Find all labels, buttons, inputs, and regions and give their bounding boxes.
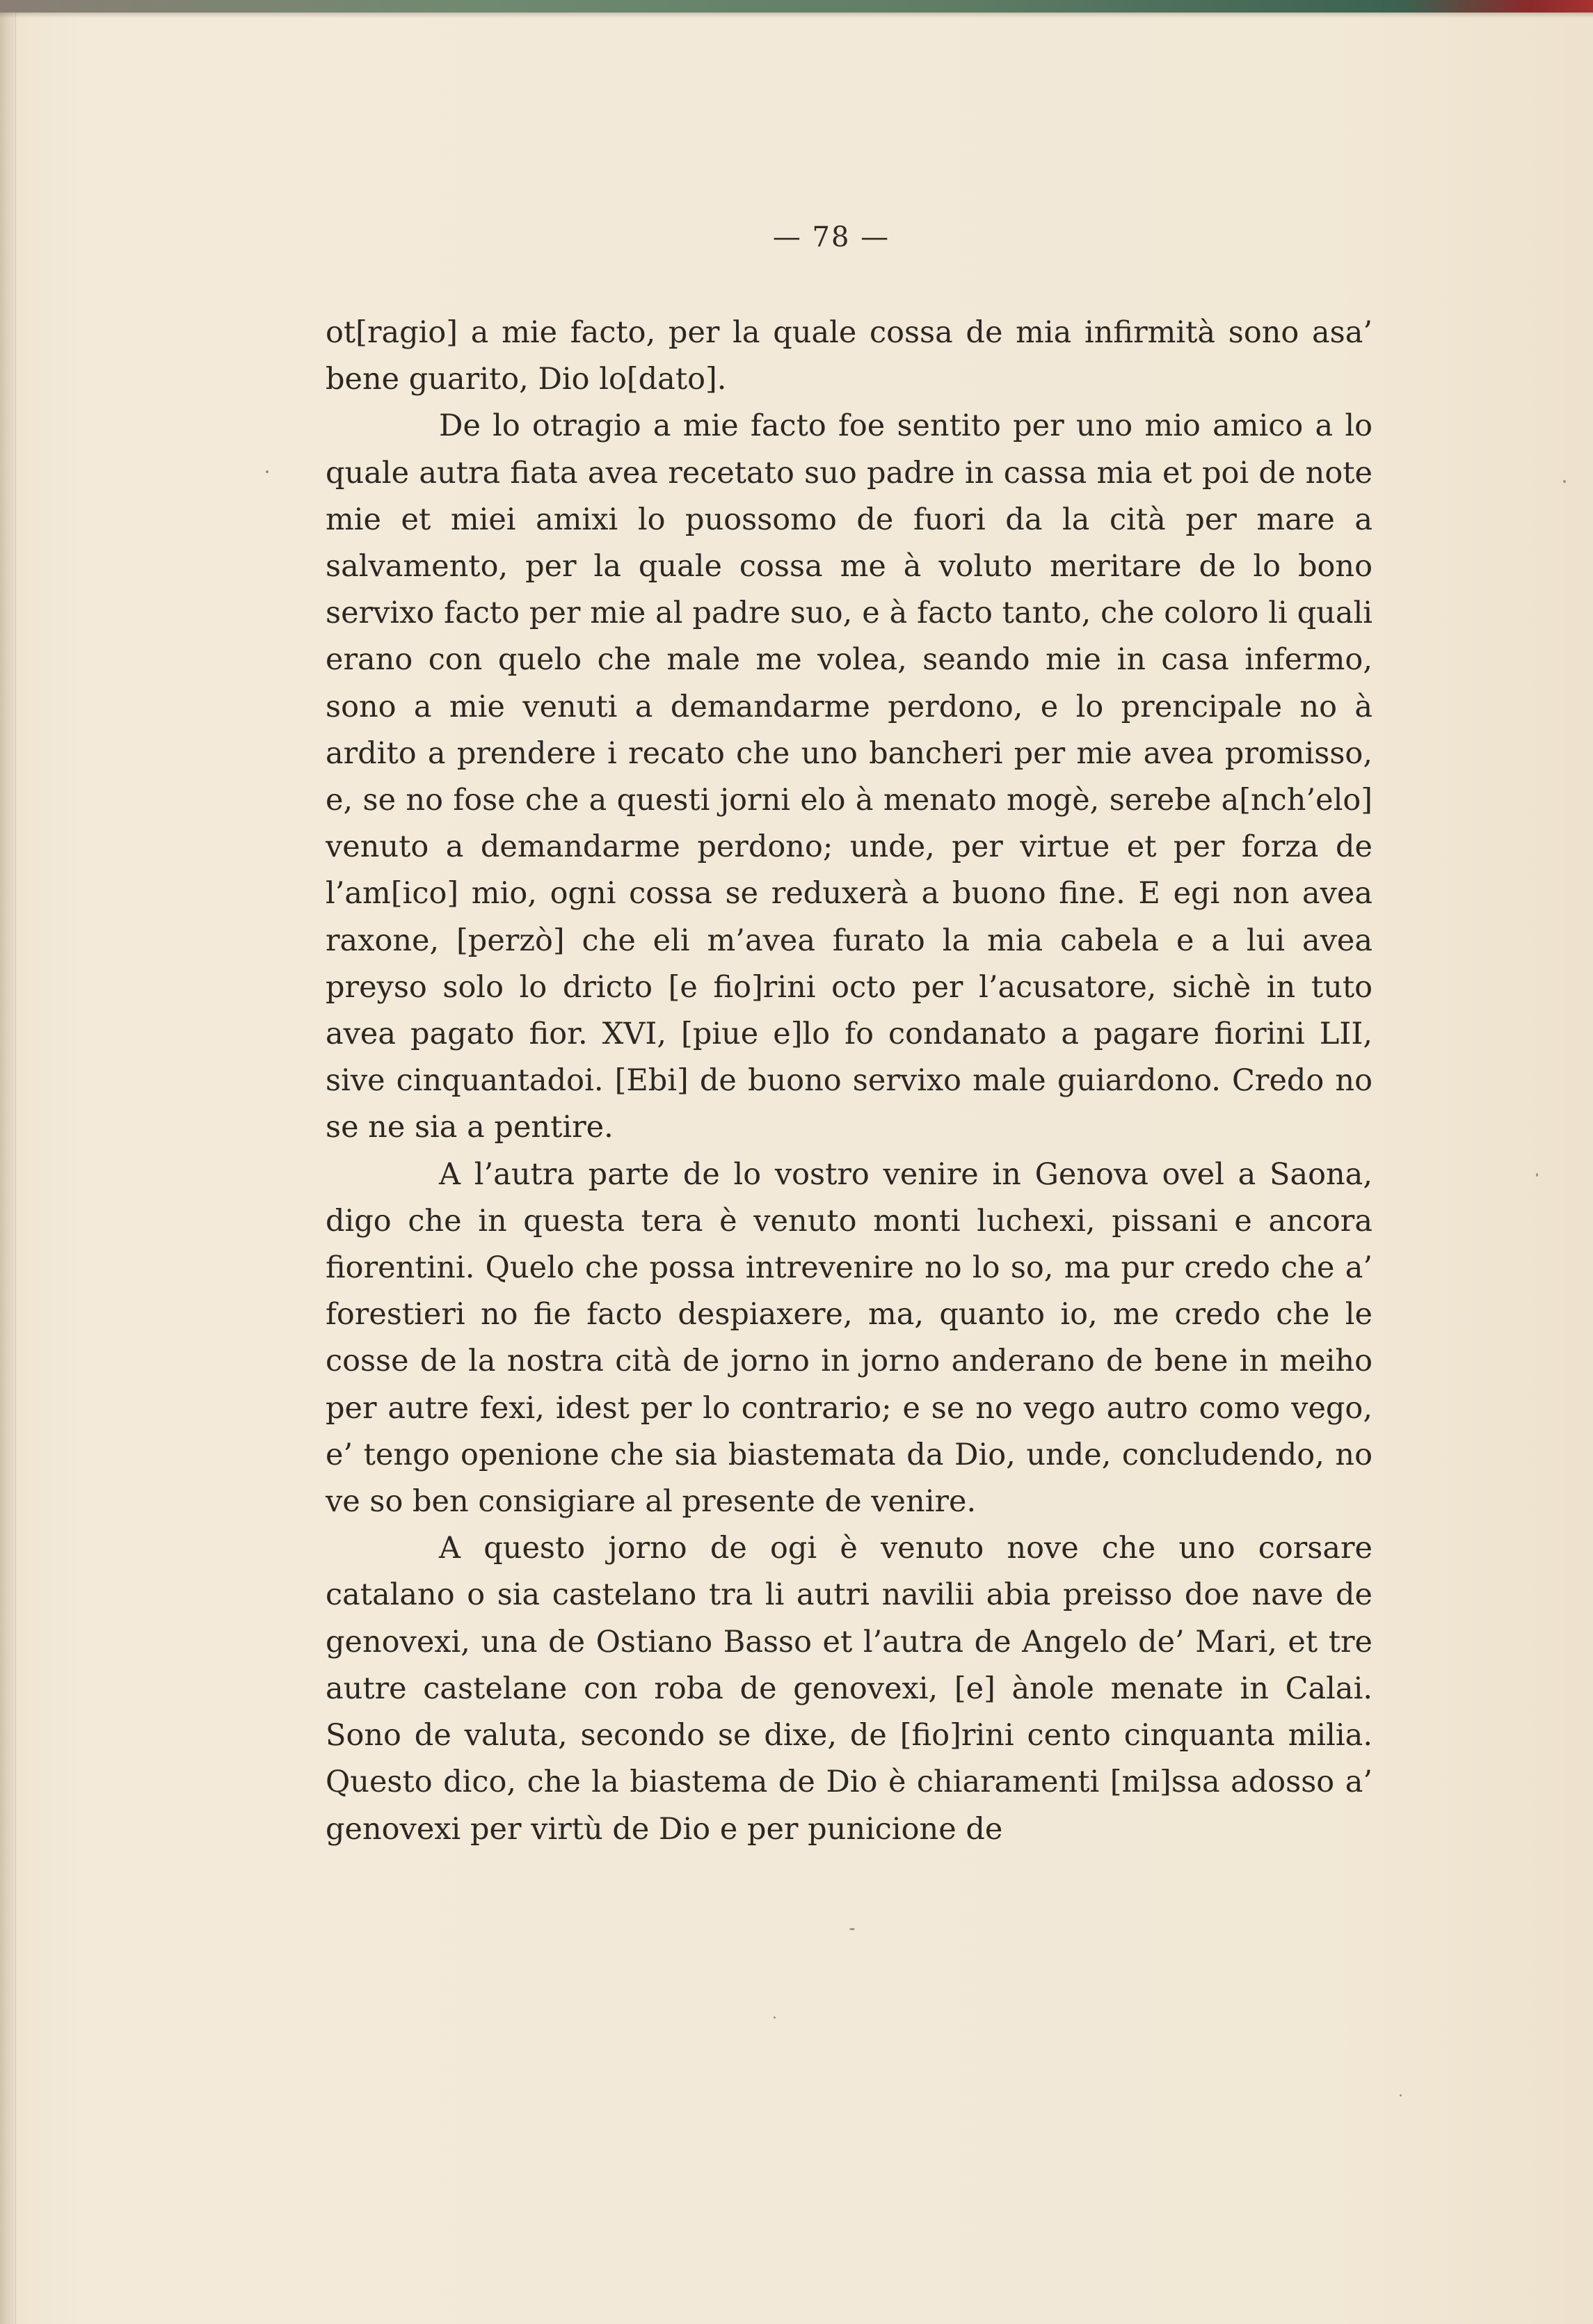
top-cover-edge [0, 0, 1593, 13]
page-binding-edge [0, 0, 16, 2324]
paper-speck [1400, 2094, 1402, 2096]
paragraph-1: ot[ragio] a mie facto, per la quale cossa de mia infirmità sono asa’ bene guarito, Dio lo[dato]. [326, 315, 1372, 397]
paper-speck [1536, 1173, 1538, 1177]
paragraph-3: A l’autra parte de lo vostro venire in Genova ovel a Saona, digo che in questa tera è venuto monti luchexi, pissani e ancora fiorentini. Quelo che possa intrevenire no lo so, ma pur credo che a’ forestieri no fie facto despiaxere, ma, quanto io, me credo che le cosse de la nostra cità de jorno in jorno anderano de bene in meiho per autre fexi, idest per lo contrario; e se no vego autro como vego, e’ tengo openione che sia biastemata da Dio, unde, concludendo, no ve so ben consigiare al presente de venire. [326, 1156, 1372, 1520]
paper-speck [849, 1928, 855, 1930]
paper-speck [1563, 480, 1566, 483]
paper-speck [266, 470, 269, 473]
top-edge-shadow [0, 13, 1593, 18]
body-text [326, 310, 1372, 1853]
page-number: — 78 — [772, 221, 890, 253]
paragraph-4: A questo jorno de ogi è venuto nove che uno corsare catalano o sia castelano tra li autri navilii abia preisso doe nave de genovexi, una de Ostiano Basso et l’autra de Angelo de’ Mari, et tre autre castelane con roba de genovexi, [e] ànole menate in Calai. Sono de valuta, secondo se dixe, de [fio]rini cento cinquanta milia. Questo dico, che la biastema de Dio è chiaramenti [mi]ssa adosso a’ genovexi per virtù de Dio e per punicione de [326, 1531, 1372, 1847]
paragraph-2: De lo otragio a mie facto foe sentito per uno mio amico a lo quale autra fiata avea recetato suo padre in cassa mia et poi de note mie et miei amixi lo puossomo de fuori da la cità per mare a salvamento, per la quale cossa me à voluto meritare de lo bono servixo facto per mie al padre suo, e à facto tanto, che coloro li quali erano con quelo che male me volea, seando mie in casa infermo, sono a mie venuti a demandarme perdono, e lo prencipale no à ardito a prendere i recato che uno bancheri per mie avea promisso, e, se no fose che a questi jorni elo à menato mogè, serebe a[nch’elo] venuto a demandarme perdono; unde, per virtue et per forza de l’am[ico] mio, ogni cossa se reduxerà a buono fine. E egi non avea raxone, [perzò] che eli m’avea furato la mia cabela e a lui avea preyso solo lo dricto [e fio]rini octo per l’acusatore, sichè in tuto avea pagato fior. XVI, [piue e]lo fo condanato a pagare fiorini LII, sive cinquantadoi. [Ebi] de buono servixo male guiardono. Credo no se ne sia a pentire. [326, 408, 1372, 1145]
paper-speck [774, 2016, 776, 2019]
